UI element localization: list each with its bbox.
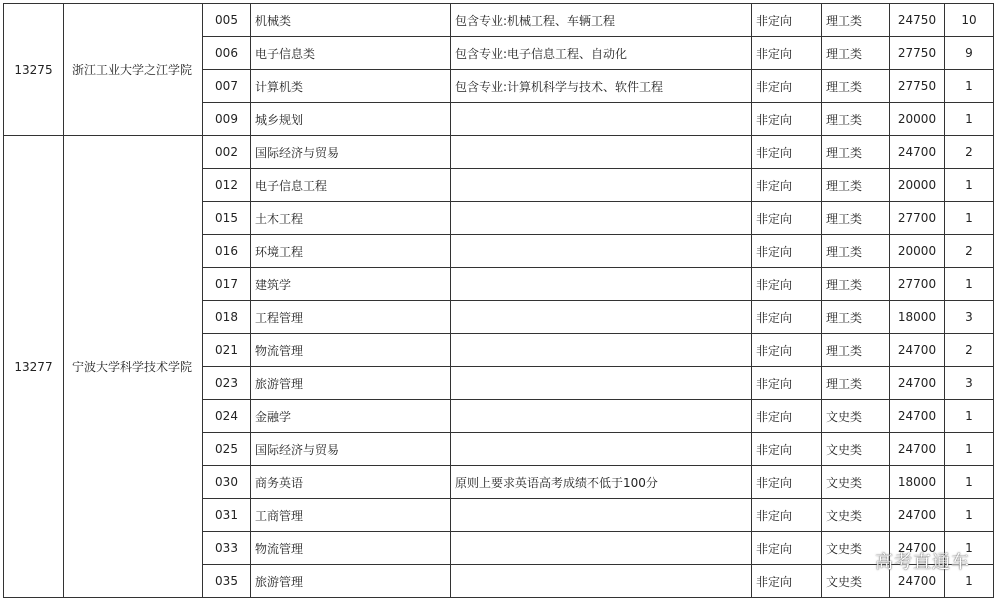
count-cell: 3	[945, 301, 994, 334]
major-note-cell	[451, 367, 752, 400]
fee-cell: 27750	[890, 37, 945, 70]
direction-cell: 非定向	[752, 136, 822, 169]
major-code-cell: 021	[203, 334, 251, 367]
count-cell: 1	[945, 70, 994, 103]
major-note-cell	[451, 400, 752, 433]
watermark-text: 高考直通车	[875, 552, 970, 573]
major-note-cell: 包含专业:机械工程、车辆工程	[451, 4, 752, 37]
fee-cell: 20000	[890, 103, 945, 136]
major-code-cell: 033	[203, 532, 251, 565]
category-cell: 理工类	[822, 235, 890, 268]
count-cell: 1	[945, 532, 994, 565]
direction-cell: 非定向	[752, 499, 822, 532]
major-code-cell: 015	[203, 202, 251, 235]
major-code-cell: 018	[203, 301, 251, 334]
category-cell: 理工类	[822, 334, 890, 367]
major-code-cell: 024	[203, 400, 251, 433]
direction-cell: 非定向	[752, 4, 822, 37]
category-cell: 理工类	[822, 37, 890, 70]
major-code-cell: 031	[203, 499, 251, 532]
major-code-cell: 012	[203, 169, 251, 202]
direction-cell: 非定向	[752, 367, 822, 400]
major-code-cell: 006	[203, 37, 251, 70]
major-name-cell: 旅游管理	[251, 565, 451, 598]
count-cell: 3	[945, 367, 994, 400]
fee-cell: 27700	[890, 268, 945, 301]
direction-cell: 非定向	[752, 70, 822, 103]
major-name-cell: 电子信息类	[251, 37, 451, 70]
fee-cell: 27750	[890, 70, 945, 103]
major-note-cell	[451, 499, 752, 532]
category-cell: 理工类	[822, 367, 890, 400]
major-note-cell: 包含专业:电子信息工程、自动化	[451, 37, 752, 70]
fee-cell: 24700	[890, 334, 945, 367]
major-note-cell	[451, 136, 752, 169]
count-cell: 1	[945, 202, 994, 235]
major-note-cell	[451, 169, 752, 202]
major-note-cell	[451, 532, 752, 565]
major-note-cell	[451, 268, 752, 301]
category-cell: 理工类	[822, 4, 890, 37]
major-name-cell: 环境工程	[251, 235, 451, 268]
fee-cell: 18000	[890, 466, 945, 499]
major-name-cell: 城乡规划	[251, 103, 451, 136]
fee-cell: 20000	[890, 235, 945, 268]
table-body	[4, 4, 994, 598]
institution-code-cell: 13275	[4, 4, 64, 136]
major-name-cell: 国际经济与贸易	[251, 136, 451, 169]
major-note-cell	[451, 334, 752, 367]
major-note-cell: 原则上要求英语高考成绩不低于100分	[451, 466, 752, 499]
count-cell: 10	[945, 4, 994, 37]
major-name-cell: 工商管理	[251, 499, 451, 532]
major-name-cell: 建筑学	[251, 268, 451, 301]
major-note-cell: 包含专业:计算机科学与技术、软件工程	[451, 70, 752, 103]
direction-cell: 非定向	[752, 103, 822, 136]
major-name-cell: 商务英语	[251, 466, 451, 499]
count-cell: 9	[945, 37, 994, 70]
major-note-cell	[451, 202, 752, 235]
category-cell: 理工类	[822, 301, 890, 334]
category-cell: 理工类	[822, 202, 890, 235]
institution-code-cell: 13277	[4, 136, 64, 598]
count-cell: 1	[945, 103, 994, 136]
direction-cell: 非定向	[752, 466, 822, 499]
major-name-cell: 物流管理	[251, 334, 451, 367]
institution-name-cell: 宁波大学科学技术学院	[64, 136, 203, 598]
direction-cell: 非定向	[752, 169, 822, 202]
major-note-cell	[451, 235, 752, 268]
fee-cell: 24700	[890, 532, 945, 565]
category-cell: 文史类	[822, 532, 890, 565]
direction-cell: 非定向	[752, 532, 822, 565]
count-cell: 1	[945, 400, 994, 433]
direction-cell: 非定向	[752, 37, 822, 70]
fee-cell: 24700	[890, 136, 945, 169]
count-cell: 1	[945, 169, 994, 202]
major-code-cell: 025	[203, 433, 251, 466]
major-name-cell: 国际经济与贸易	[251, 433, 451, 466]
fee-cell: 24700	[890, 565, 945, 598]
fee-cell: 24750	[890, 4, 945, 37]
count-cell: 2	[945, 334, 994, 367]
major-code-cell: 023	[203, 367, 251, 400]
count-cell: 1	[945, 499, 994, 532]
fee-cell: 24700	[890, 499, 945, 532]
table-row	[4, 4, 994, 37]
major-name-cell: 工程管理	[251, 301, 451, 334]
table-row	[4, 136, 994, 169]
fee-cell: 24700	[890, 400, 945, 433]
direction-cell: 非定向	[752, 400, 822, 433]
count-cell: 1	[945, 466, 994, 499]
major-name-cell: 电子信息工程	[251, 169, 451, 202]
direction-cell: 非定向	[752, 235, 822, 268]
major-code-cell: 007	[203, 70, 251, 103]
major-note-cell	[451, 103, 752, 136]
category-cell: 文史类	[822, 466, 890, 499]
category-cell: 文史类	[822, 565, 890, 598]
category-cell: 理工类	[822, 169, 890, 202]
direction-cell: 非定向	[752, 565, 822, 598]
category-cell: 文史类	[822, 499, 890, 532]
fee-cell: 20000	[890, 169, 945, 202]
major-code-cell: 005	[203, 4, 251, 37]
institution-name-cell: 浙江工业大学之江学院	[64, 4, 203, 136]
major-code-cell: 035	[203, 565, 251, 598]
major-name-cell: 旅游管理	[251, 367, 451, 400]
category-cell: 理工类	[822, 70, 890, 103]
major-code-cell: 009	[203, 103, 251, 136]
count-cell: 1	[945, 268, 994, 301]
count-cell: 1	[945, 565, 994, 598]
category-cell: 文史类	[822, 400, 890, 433]
major-note-cell	[451, 301, 752, 334]
major-code-cell: 002	[203, 136, 251, 169]
direction-cell: 非定向	[752, 301, 822, 334]
direction-cell: 非定向	[752, 268, 822, 301]
major-name-cell: 计算机类	[251, 70, 451, 103]
direction-cell: 非定向	[752, 433, 822, 466]
major-name-cell: 物流管理	[251, 532, 451, 565]
category-cell: 理工类	[822, 103, 890, 136]
major-name-cell: 金融学	[251, 400, 451, 433]
fee-cell: 24700	[890, 367, 945, 400]
major-name-cell: 机械类	[251, 4, 451, 37]
direction-cell: 非定向	[752, 202, 822, 235]
enrollment-table	[3, 3, 994, 598]
major-note-cell	[451, 433, 752, 466]
count-cell: 2	[945, 136, 994, 169]
fee-cell: 27700	[890, 202, 945, 235]
major-code-cell: 030	[203, 466, 251, 499]
count-cell: 1	[945, 433, 994, 466]
category-cell: 理工类	[822, 268, 890, 301]
category-cell: 理工类	[822, 136, 890, 169]
fee-cell: 18000	[890, 301, 945, 334]
major-note-cell	[451, 565, 752, 598]
major-name-cell: 土木工程	[251, 202, 451, 235]
fee-cell: 24700	[890, 433, 945, 466]
direction-cell: 非定向	[752, 334, 822, 367]
major-code-cell: 016	[203, 235, 251, 268]
count-cell: 2	[945, 235, 994, 268]
major-code-cell: 017	[203, 268, 251, 301]
category-cell: 文史类	[822, 433, 890, 466]
